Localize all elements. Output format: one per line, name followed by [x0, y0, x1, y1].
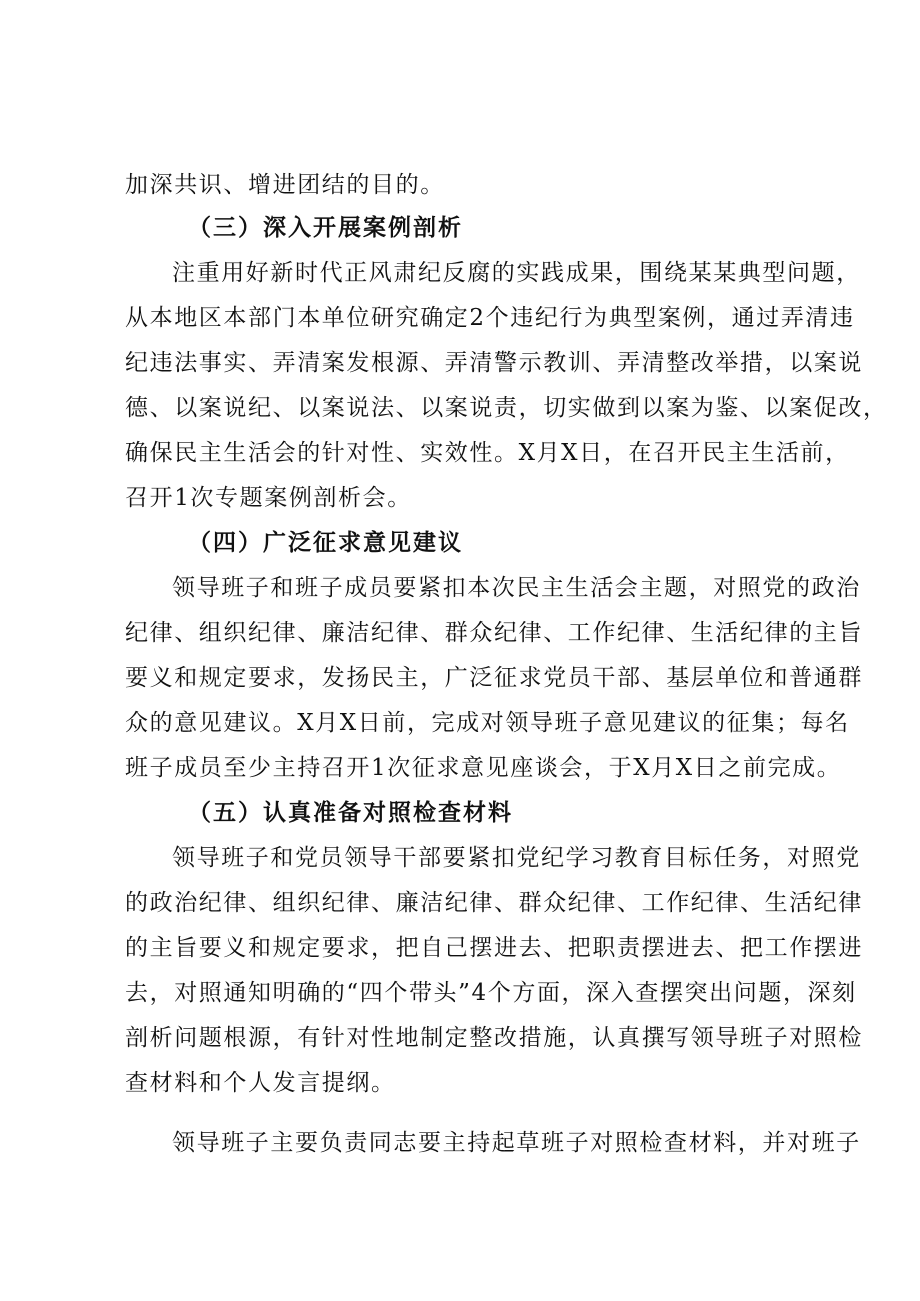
paragraph-line: 剖析问题根源，有针对性地制定整改措施，认真撰写领导班子对照检 [125, 1025, 863, 1051]
paragraph-line: 纪律、组织纪律、廉洁纪律、群众纪律、工作纪律、生活纪律的主旨 [125, 620, 863, 646]
paragraph-line: 确保民主生活会的针对性、实效性。X月X日，在召开民主生活前， [125, 440, 850, 466]
paragraph-line: 众的意见建议。X月X日前，完成对领导班子意见建议的征集；每名 [125, 710, 850, 736]
paragraph-line: 德、以案说纪、以案说法、以案说责，切实做到以案为鉴、以案促改， [125, 395, 888, 421]
paragraph-line: 的主旨要义和规定要求，把自己摆进去、把职责摆进去、把工作摆进 [125, 935, 863, 961]
paragraph-line: 召开1次专题案例剖析会。 [125, 485, 412, 511]
paragraph-line: 的政治纪律、组织纪律、廉洁纪律、群众纪律、工作纪律、生活纪律 [125, 890, 863, 916]
paragraph-line: 去，对照通知明确的“四个带头”4个方面，深入查摆突出问题，深刻 [125, 980, 857, 1006]
paragraph-line: 领导班子主要负责同志要主持起草班子对照检查材料，并对班子 [172, 1130, 861, 1156]
paragraph-line: 领导班子和班子成员要紧扣本次民主生活会主题，对照党的政治 [172, 575, 861, 601]
section-heading-3: （三）深入开展案例剖析 [188, 214, 463, 241]
paragraph-line: 加深共识、增进团结的目的。 [125, 172, 445, 198]
paragraph-line: 注重用好新时代正风肃纪反腐的实践成果，围绕某某典型问题， [172, 260, 861, 286]
paragraph-line: 要义和规定要求，发扬民主，广泛征求党员干部、基层单位和普通群 [125, 665, 863, 691]
section-heading-4: （四）广泛征求意见建议 [188, 529, 463, 556]
paragraph-line: 纪违法事实、弄清案发根源、弄清警示教训、弄清整改举措，以案说 [125, 350, 863, 376]
paragraph-line: 领导班子和党员领导干部要紧扣党纪学习教育目标任务，对照党 [172, 845, 861, 871]
paragraph-line: 班子成员至少主持召开1次征求意见座谈会，于X月X日之前完成。 [125, 755, 842, 781]
paragraph-line: 从本地区本部门本单位研究确定2个违纪行为典型案例，通过弄清违 [125, 305, 855, 331]
paragraph-line: 查材料和个人发言提纲。 [125, 1070, 396, 1096]
section-heading-5: （五）认真准备对照检查材料 [188, 799, 513, 826]
